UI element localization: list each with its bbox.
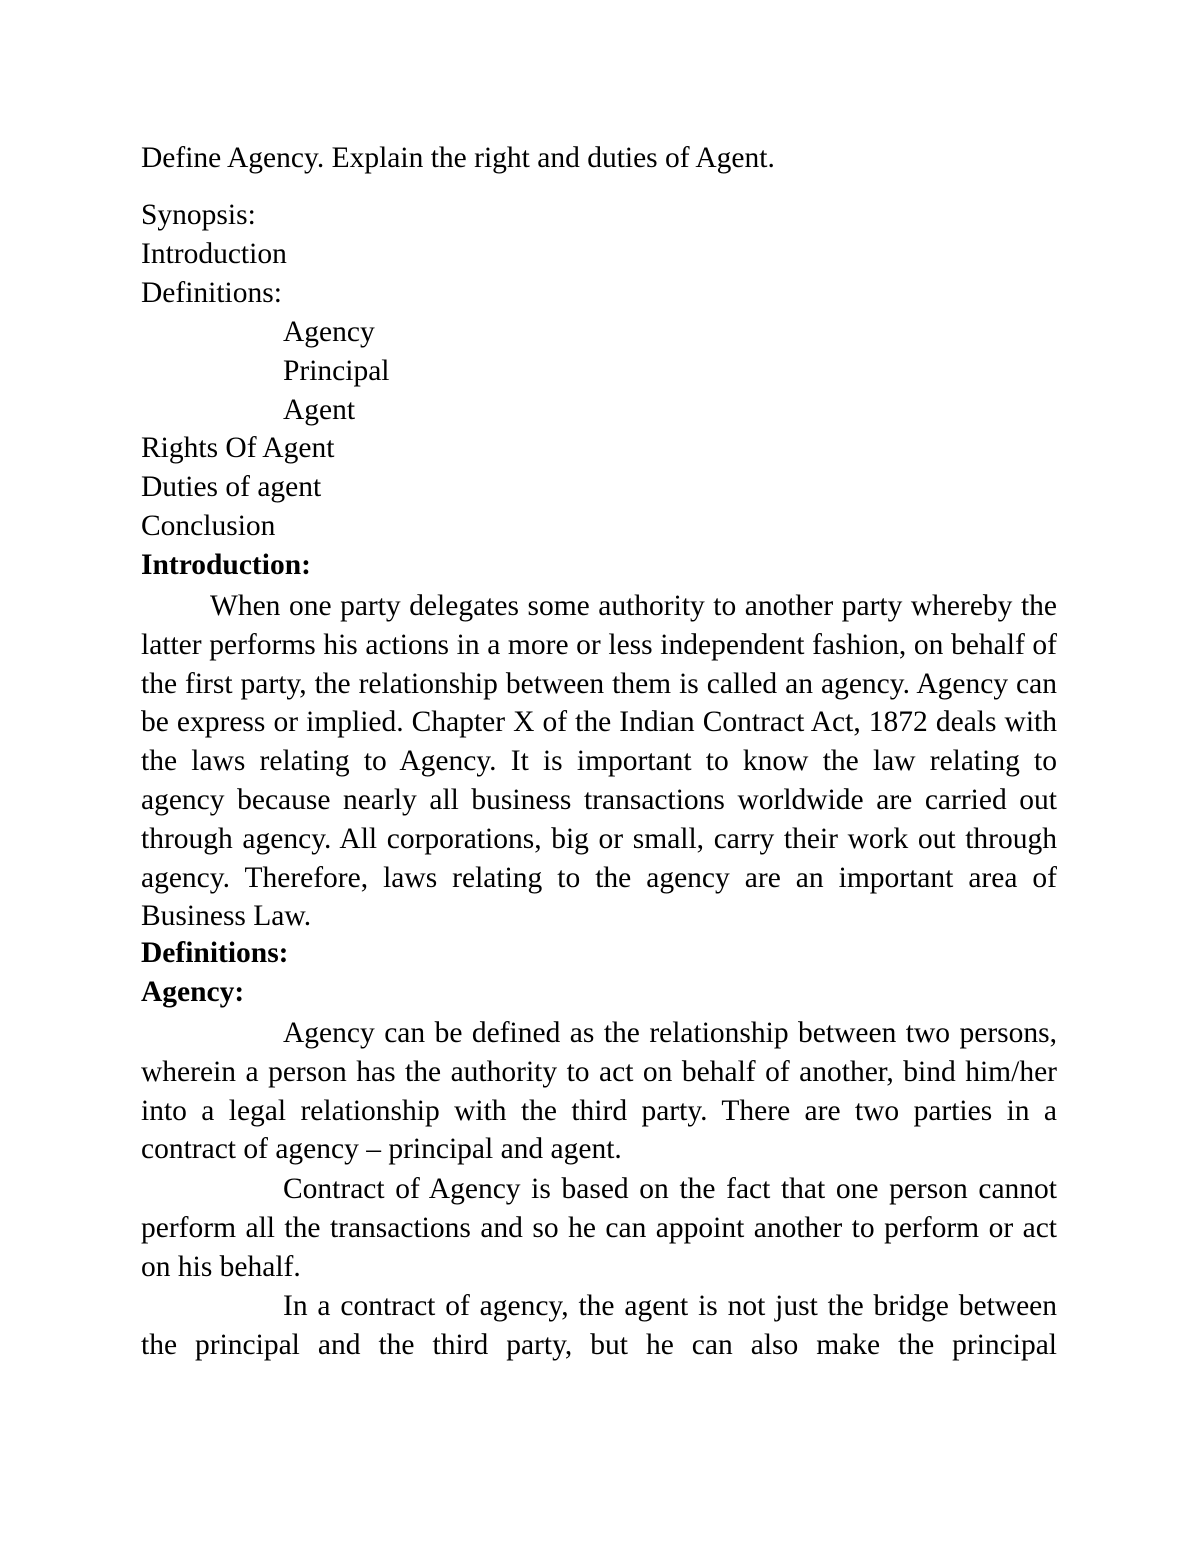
- agency-paragraph-3: In a contract of agency, the agent is not just the bridge between the principal and the third party, but he can also make the principal: [141, 1290, 1057, 1361]
- synopsis-subitem-agent: Agent: [283, 394, 356, 426]
- introduction-heading: Introduction:: [141, 549, 311, 581]
- synopsis-subitem-principal: Principal: [283, 355, 390, 387]
- synopsis-item-introduction: Introduction: [141, 238, 287, 270]
- synopsis-item-conclusion: Conclusion: [141, 510, 276, 542]
- agency-heading: Agency:: [141, 976, 245, 1008]
- introduction-paragraph: When one party delegates some authority to another party whereby the latter performs his actions in a more or less independent fashion, on behalf of the first party, the relationship between them is called an agency. Agency can be express or implied. Chapter X of the Indian Contract Act, 1872 deals with the laws relating to Agency. It is important to know the law relating to agency because nearly all business transactions worldwide are carried out through agency. All corporations, big or small, carry their work out through agency. Therefore, laws relating to the agency are an important area of Business Law.: [141, 590, 1057, 933]
- synopsis-subitem-agency: Agency: [283, 316, 375, 348]
- definitions-heading: Definitions:: [141, 937, 289, 969]
- agency-paragraph-1: Agency can be defined as the relationship between two persons, wherein a person has the authority to act on behalf of another, bind him/her into a legal relationship with the third party. There are two parties in a contract of agency – principal and agent.: [141, 1017, 1057, 1166]
- synopsis-item-rights: Rights Of Agent: [141, 432, 335, 464]
- agency-paragraph-2: Contract of Agency is based on the fact that one person cannot perform all the transactions and so he can appoint another to perform or act on his behalf.: [141, 1173, 1057, 1283]
- synopsis-heading: Synopsis:: [141, 199, 256, 231]
- document-title: Define Agency. Explain the right and duties of Agent.: [141, 142, 775, 174]
- synopsis-item-definitions: Definitions:: [141, 277, 282, 309]
- synopsis-item-duties: Duties of agent: [141, 471, 322, 503]
